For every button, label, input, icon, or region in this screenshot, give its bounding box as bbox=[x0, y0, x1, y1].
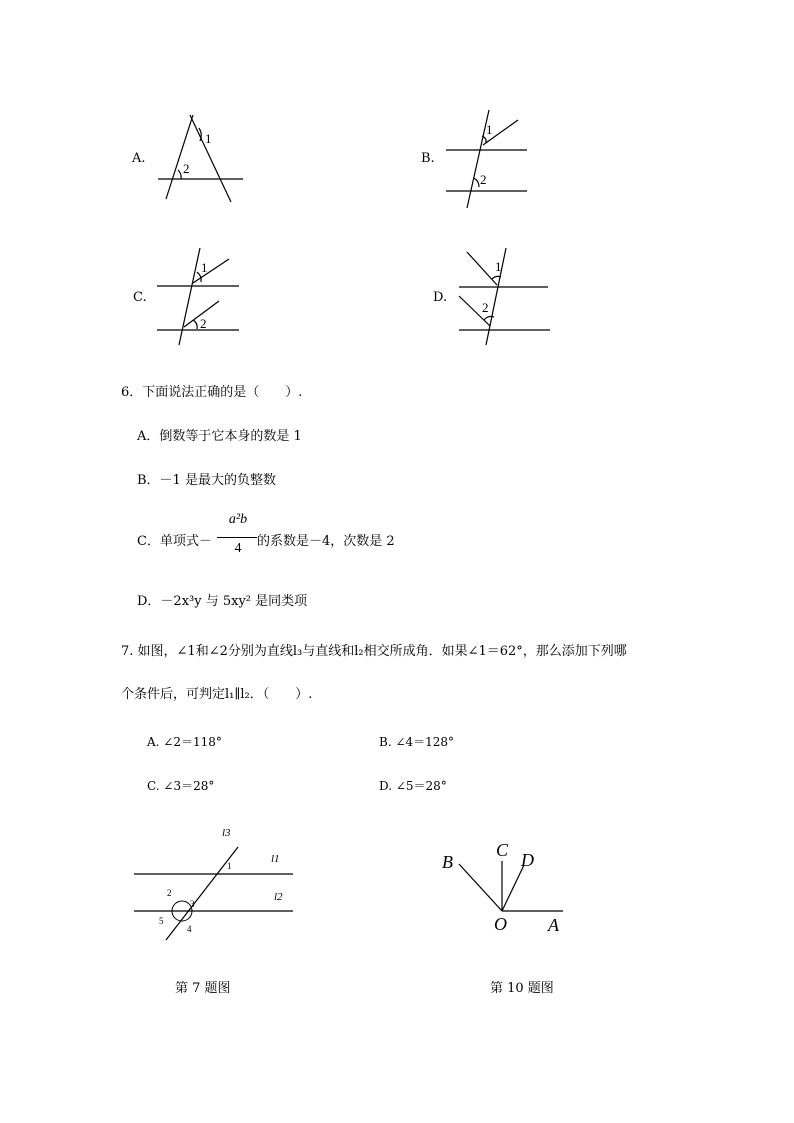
q6-option-c-suffix: 的系数是－4，次数是 2 bbox=[257, 534, 395, 549]
angle-1-label: 1 bbox=[495, 259, 502, 274]
q7-option-d[interactable]: D. ∠5＝28° bbox=[379, 779, 447, 793]
angle-2-label: 2 bbox=[183, 161, 190, 176]
label-angle-5: 5 bbox=[159, 916, 164, 926]
q7-option-c[interactable]: C. ∠3＝28° bbox=[147, 779, 215, 793]
q6-option-a[interactable]: A．倒数等于它本身的数是 1 bbox=[137, 429, 302, 444]
angle-2-label: 2 bbox=[482, 300, 489, 315]
label-angle-4: 4 bbox=[187, 924, 192, 934]
option-key: B. bbox=[421, 151, 435, 166]
angle-2-label: 2 bbox=[480, 172, 487, 187]
option-key: A. bbox=[132, 151, 146, 166]
angle-1-label: 1 bbox=[201, 260, 208, 275]
option-key: C. bbox=[133, 290, 147, 305]
angle-1-label: 1 bbox=[205, 131, 212, 146]
q6-stem: 6．下面说法正确的是（ ）. bbox=[121, 385, 303, 400]
figure-10-caption: 第 10 题图 bbox=[490, 981, 554, 996]
q6-option-c-prefix: C．单项式－ bbox=[137, 534, 212, 549]
label-A: A bbox=[548, 915, 559, 935]
fraction-denominator: 4 bbox=[234, 541, 242, 556]
label-O: O bbox=[494, 914, 507, 934]
label-l1: l1 bbox=[271, 853, 280, 865]
angle-1-label: 1 bbox=[486, 122, 493, 137]
q7-option-b[interactable]: B. ∠4＝128° bbox=[379, 735, 455, 749]
label-B: B bbox=[442, 852, 453, 872]
label-l3: l3 bbox=[222, 827, 231, 839]
label-angle-3: 3 bbox=[190, 899, 195, 909]
q7-option-a[interactable]: A. ∠2＝118° bbox=[147, 735, 222, 749]
q7-stem-line2: 个条件后，可判定l₁∥l₂．（ ）. bbox=[121, 687, 313, 702]
label-angle-2: 2 bbox=[167, 888, 172, 898]
angle-2-label: 2 bbox=[200, 316, 207, 331]
q6-option-d[interactable]: D．－2x³y 与 5xy² 是同类项 bbox=[137, 594, 308, 609]
label-D: D bbox=[521, 850, 534, 870]
q7-stem-line1: 7. 如图，∠1和∠2分别为直线l₃与直线和l₂相交所成角．如果∠1＝62°，那么添加下列哪 bbox=[121, 644, 627, 659]
q6-option-b[interactable]: B．－1 是最大的负整数 bbox=[137, 473, 276, 488]
fraction-numerator: a²b bbox=[228, 512, 248, 527]
option-key: D. bbox=[433, 290, 448, 305]
label-l2: l2 bbox=[274, 891, 283, 903]
figure-7-caption: 第 7 题图 bbox=[175, 981, 231, 996]
label-C: C bbox=[496, 840, 509, 860]
label-angle-1: 1 bbox=[227, 861, 232, 871]
